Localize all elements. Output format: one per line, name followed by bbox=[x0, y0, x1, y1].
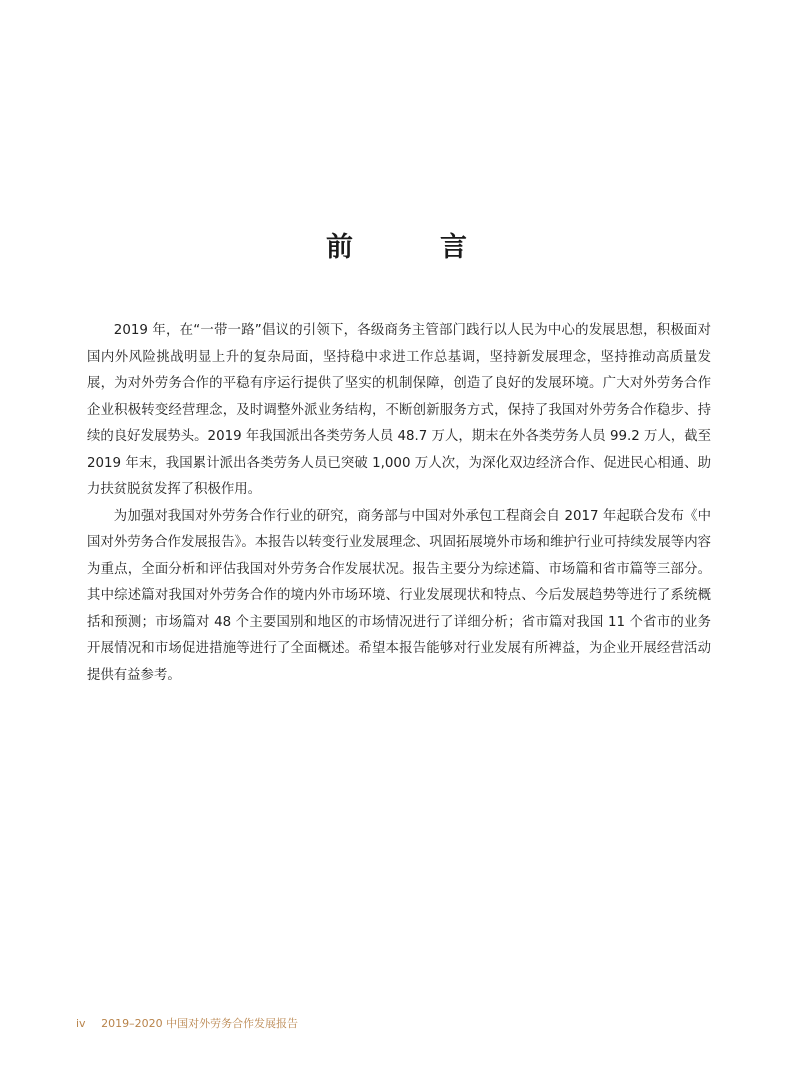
page-number: iv bbox=[76, 1017, 86, 1030]
preface-body bbox=[87, 318, 711, 689]
page-footer bbox=[76, 1015, 298, 1031]
page-title: 前 言 bbox=[326, 232, 497, 263]
paragraph-1: 2019 年，在“一带一路”倡议的引领下，各级商务主管部门践行以人民为中心的发展思想，积极面对国内外风险挑战明显上升的复杂局面，坚持稳中求进工作总基调，坚持新发展理念，坚持推动高质量发展，为对外劳务合作的平稳有序运行提供了坚实的机制保障，创造了良好的发展环境。广大对外劳务合作企业积极转变经营理念，及时调整外派业务结构，不断创新服务方式，保持了我国对外劳务合作稳步、持续的良好发展势头。2019 年我国派出各类劳务人员 48.7 万人，期末在外各类劳务人员 99.2 万人，截至 2019 年末，我国累计派出各类劳务人员已突破 1,000 万人次，为深化双边经济合作、促进民心相通、助力扶贫脱贫发挥了积极作用。 bbox=[87, 323, 711, 497]
report-title: 2019–2020 中国对外劳务合作发展报告 bbox=[101, 1017, 299, 1030]
paragraph-2: 为加强对我国对外劳务合作行业的研究，商务部与中国对外承包工程商会自 2017 年起联合发布《中国对外劳务合作发展报告》。本报告以转变行业发展理念、巩固拓展境外市场和维护行业可持续发展等内容为重点，全面分析和评估我国对外劳务合作发展状况。报告主要分为综述篇、市场篇和省市篇等三部分。其中综述篇对我国对外劳务合作的境内外市场环境、行业发展现状和特点、今后发展趋势等进行了系统概括和预测；市场篇对 48 个主要国别和地区的市场情况进行了详细分析；省市篇对我国 11 个省市的业务开展情况和市场促进措施等进行了全面概述。希望本报告能够对行业发展有所裨益，为企业开展经营活动提供有益参考。 bbox=[87, 508, 711, 683]
